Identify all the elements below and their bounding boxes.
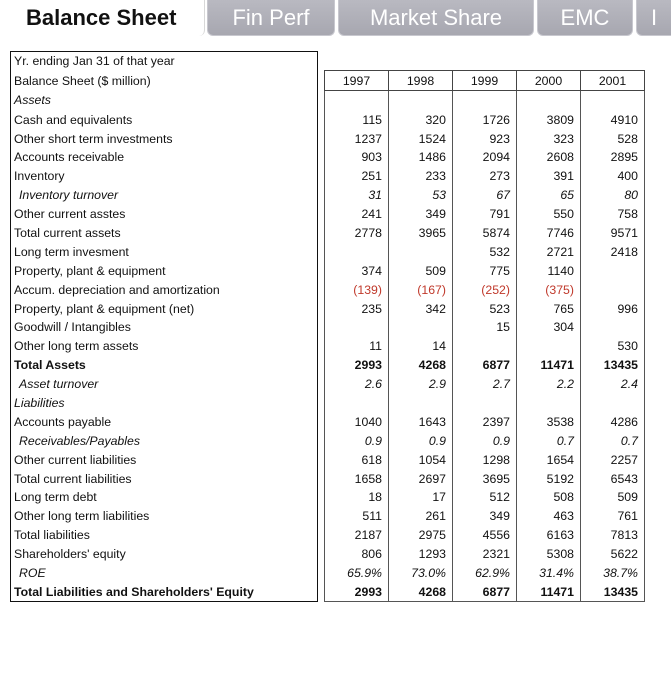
column-gap (318, 507, 325, 526)
value-cell (517, 91, 581, 110)
value-cell: 0.7 (517, 431, 581, 450)
value-cell: 7746 (517, 224, 581, 243)
table-row (11, 582, 645, 601)
row-label: Property, plant & equipment (11, 261, 318, 280)
value-cell (581, 261, 645, 280)
value-cell: 765 (517, 299, 581, 318)
value-cell (453, 394, 517, 413)
column-gap (318, 167, 325, 186)
value-cell: 115 (325, 110, 389, 129)
caption-row (11, 52, 645, 71)
row-label: Shareholders' equity (11, 545, 318, 564)
table-row (11, 394, 645, 413)
column-gap (318, 564, 325, 583)
value-cell (517, 394, 581, 413)
value-cell: 1658 (325, 469, 389, 488)
table-row (11, 337, 645, 356)
value-cell: 31.4% (517, 564, 581, 583)
value-cell: 5308 (517, 545, 581, 564)
column-gap (318, 488, 325, 507)
row-label: Total liabilities (11, 526, 318, 545)
row-label: Other current liabilities (11, 450, 318, 469)
year-header: 1997 (325, 71, 389, 91)
value-cell: 550 (517, 205, 581, 224)
value-cell: 0.9 (453, 431, 517, 450)
value-cell: 0.9 (325, 431, 389, 450)
value-cell: 508 (517, 488, 581, 507)
value-cell: 511 (325, 507, 389, 526)
table-row (11, 507, 645, 526)
value-cell: 2993 (325, 356, 389, 375)
value-cell: 6163 (517, 526, 581, 545)
row-label: Liabilities (11, 394, 318, 413)
value-cell: 509 (389, 261, 453, 280)
column-gap (318, 526, 325, 545)
value-cell: 1654 (517, 450, 581, 469)
value-cell: 1726 (453, 110, 517, 129)
value-cell: 320 (389, 110, 453, 129)
column-gap (318, 337, 325, 356)
value-cell: (139) (325, 280, 389, 299)
value-cell (581, 91, 645, 110)
value-cell: 400 (581, 167, 645, 186)
value-cell: 4910 (581, 110, 645, 129)
table-row (11, 488, 645, 507)
value-cell: 0.9 (389, 431, 453, 450)
value-cell (325, 242, 389, 261)
value-cell: 13435 (581, 582, 645, 601)
table-row (11, 148, 645, 167)
tab-emc[interactable]: EMC (537, 0, 633, 36)
row-label: Receivables/Payables (11, 431, 318, 450)
column-gap (318, 91, 325, 110)
value-cell: 2778 (325, 224, 389, 243)
value-cell: 5874 (453, 224, 517, 243)
value-cell: 3809 (517, 110, 581, 129)
value-cell: 1643 (389, 412, 453, 431)
table-caption: Yr. ending Jan 31 of that year (11, 52, 318, 71)
table-row (11, 469, 645, 488)
value-cell: 2975 (389, 526, 453, 545)
row-label: Accounts receivable (11, 148, 318, 167)
value-cell: 241 (325, 205, 389, 224)
row-label: Goodwill / Intangibles (11, 318, 318, 337)
value-cell: (375) (517, 280, 581, 299)
row-label: Accounts payable (11, 412, 318, 431)
value-cell (389, 394, 453, 413)
column-gap (318, 375, 325, 394)
column-gap (318, 224, 325, 243)
row-label: Inventory turnover (11, 186, 318, 205)
value-cell: 775 (453, 261, 517, 280)
table-row (11, 129, 645, 148)
table-row (11, 186, 645, 205)
table-row (11, 91, 645, 110)
value-cell: 2397 (453, 412, 517, 431)
value-cell: 2.2 (517, 375, 581, 394)
value-cell: 349 (453, 507, 517, 526)
value-cell: 4556 (453, 526, 517, 545)
value-cell: 374 (325, 261, 389, 280)
value-cell: 323 (517, 129, 581, 148)
value-cell (325, 91, 389, 110)
value-cell: 2.7 (453, 375, 517, 394)
value-cell: 62.9% (453, 564, 517, 583)
column-gap (318, 242, 325, 261)
column-gap (318, 299, 325, 318)
table-row (11, 526, 645, 545)
value-cell (581, 318, 645, 337)
row-label: Long term invesment (11, 242, 318, 261)
value-cell (389, 91, 453, 110)
value-cell: 806 (325, 545, 389, 564)
value-cell: 2321 (453, 545, 517, 564)
value-cell: 31 (325, 186, 389, 205)
value-cell: 4268 (389, 356, 453, 375)
value-cell: 2257 (581, 450, 645, 469)
value-cell: 391 (517, 167, 581, 186)
value-cell (389, 318, 453, 337)
value-cell: 996 (581, 299, 645, 318)
value-cell: 523 (453, 299, 517, 318)
column-gap (318, 129, 325, 148)
column-gap (318, 450, 325, 469)
value-cell: 233 (389, 167, 453, 186)
value-cell: 463 (517, 507, 581, 526)
year-header: 1998 (389, 71, 453, 91)
value-cell: 7813 (581, 526, 645, 545)
value-cell: 4286 (581, 412, 645, 431)
value-cell: 73.0% (389, 564, 453, 583)
value-cell: 13435 (581, 356, 645, 375)
value-cell: 18 (325, 488, 389, 507)
value-cell: 349 (389, 205, 453, 224)
table-row (11, 450, 645, 469)
value-cell: 38.7% (581, 564, 645, 583)
column-gap (318, 318, 325, 337)
value-cell: 11471 (517, 582, 581, 601)
table-row (11, 412, 645, 431)
value-cell: 2.9 (389, 375, 453, 394)
row-label: Asset turnover (11, 375, 318, 394)
value-cell: 80 (581, 186, 645, 205)
column-gap (318, 469, 325, 488)
value-cell: 3538 (517, 412, 581, 431)
row-label: Inventory (11, 167, 318, 186)
value-cell: 6543 (581, 469, 645, 488)
table-row (11, 375, 645, 394)
column-gap (318, 261, 325, 280)
value-cell: 3965 (389, 224, 453, 243)
value-cell: 2187 (325, 526, 389, 545)
value-cell: 0.7 (581, 431, 645, 450)
value-cell: 15 (453, 318, 517, 337)
value-cell: 5622 (581, 545, 645, 564)
value-cell: 11471 (517, 356, 581, 375)
value-cell (581, 394, 645, 413)
row-label: Cash and equivalents (11, 110, 318, 129)
value-cell: 2.6 (325, 375, 389, 394)
column-gap (318, 110, 325, 129)
value-cell: 65.9% (325, 564, 389, 583)
row-label: Total Assets (11, 356, 318, 375)
row-label: Total current assets (11, 224, 318, 243)
sheet-tab-strip (0, 0, 671, 40)
value-cell: 2418 (581, 242, 645, 261)
column-gap (318, 582, 325, 601)
tab-balance-sheet[interactable]: Balance Sheet (0, 0, 205, 36)
value-cell: 1140 (517, 261, 581, 280)
row-label: ROE (11, 564, 318, 583)
tab-overflow[interactable]: I (636, 0, 671, 36)
table-row (11, 205, 645, 224)
value-cell: 618 (325, 450, 389, 469)
year-header: 1999 (453, 71, 517, 91)
table-row (11, 167, 645, 186)
value-cell: 67 (453, 186, 517, 205)
header-row (11, 71, 645, 91)
value-cell (453, 337, 517, 356)
value-cell: 2.4 (581, 375, 645, 394)
value-cell: 903 (325, 148, 389, 167)
value-cell (517, 337, 581, 356)
value-cell: 758 (581, 205, 645, 224)
table-row (11, 431, 645, 450)
value-cell (325, 318, 389, 337)
table-row (11, 545, 645, 564)
column-gap (318, 394, 325, 413)
column-gap (318, 280, 325, 299)
tab-market-share[interactable]: Market Share (338, 0, 534, 36)
table-row (11, 261, 645, 280)
row-label: Long term debt (11, 488, 318, 507)
value-cell: (252) (453, 280, 517, 299)
column-gap (318, 545, 325, 564)
value-cell: 509 (581, 488, 645, 507)
value-cell: 6877 (453, 356, 517, 375)
value-cell: 273 (453, 167, 517, 186)
column-gap (318, 205, 325, 224)
value-cell: 512 (453, 488, 517, 507)
value-cell: 1054 (389, 450, 453, 469)
value-cell: 261 (389, 507, 453, 526)
column-gap (318, 356, 325, 375)
column-gap (318, 412, 325, 431)
table-row (11, 110, 645, 129)
value-cell: 791 (453, 205, 517, 224)
value-cell: 17 (389, 488, 453, 507)
value-cell: 2993 (325, 582, 389, 601)
table-row (11, 280, 645, 299)
value-cell: 528 (581, 129, 645, 148)
value-cell: 1040 (325, 412, 389, 431)
year-header: 2001 (581, 71, 645, 91)
row-label: Total current liabilities (11, 469, 318, 488)
value-cell: 1293 (389, 545, 453, 564)
value-cell: 5192 (517, 469, 581, 488)
tab-fin-perf[interactable]: Fin Perf (207, 0, 335, 36)
row-label: Other current asstes (11, 205, 318, 224)
value-cell: 235 (325, 299, 389, 318)
year-header: 2000 (517, 71, 581, 91)
value-cell: 2697 (389, 469, 453, 488)
value-cell: 251 (325, 167, 389, 186)
value-cell: 53 (389, 186, 453, 205)
value-cell: 1524 (389, 129, 453, 148)
value-cell: 2608 (517, 148, 581, 167)
value-cell: 3695 (453, 469, 517, 488)
value-cell: 761 (581, 507, 645, 526)
value-cell: 1486 (389, 148, 453, 167)
table-row (11, 299, 645, 318)
table-row (11, 564, 645, 583)
column-gap (318, 148, 325, 167)
value-cell: 65 (517, 186, 581, 205)
value-cell: (167) (389, 280, 453, 299)
value-cell (453, 91, 517, 110)
value-cell: 2721 (517, 242, 581, 261)
value-cell: 6877 (453, 582, 517, 601)
value-cell: 923 (453, 129, 517, 148)
row-label: Property, plant & equipment (net) (11, 299, 318, 318)
row-label: Other short term investments (11, 129, 318, 148)
value-cell: 1237 (325, 129, 389, 148)
value-cell: 342 (389, 299, 453, 318)
value-cell: 2895 (581, 148, 645, 167)
value-cell (389, 242, 453, 261)
value-cell: 530 (581, 337, 645, 356)
header-label: Balance Sheet ($ million) (11, 71, 318, 91)
row-label: Accum. depreciation and amortization (11, 280, 318, 299)
value-cell: 304 (517, 318, 581, 337)
value-cell: 11 (325, 337, 389, 356)
row-label: Other long term assets (11, 337, 318, 356)
balance-sheet-table (10, 51, 645, 602)
row-label: Assets (11, 91, 318, 110)
table-row (11, 318, 645, 337)
column-gap (318, 431, 325, 450)
row-label: Total Liabilities and Shareholders' Equity (11, 582, 318, 601)
value-cell: 14 (389, 337, 453, 356)
value-cell (581, 280, 645, 299)
value-cell: 532 (453, 242, 517, 261)
table-row (11, 242, 645, 261)
value-cell (325, 394, 389, 413)
value-cell: 1298 (453, 450, 517, 469)
row-label: Other long term liabilities (11, 507, 318, 526)
table-row (11, 224, 645, 243)
value-cell: 4268 (389, 582, 453, 601)
column-gap (318, 186, 325, 205)
value-cell: 9571 (581, 224, 645, 243)
value-cell: 2094 (453, 148, 517, 167)
table-row (11, 356, 645, 375)
